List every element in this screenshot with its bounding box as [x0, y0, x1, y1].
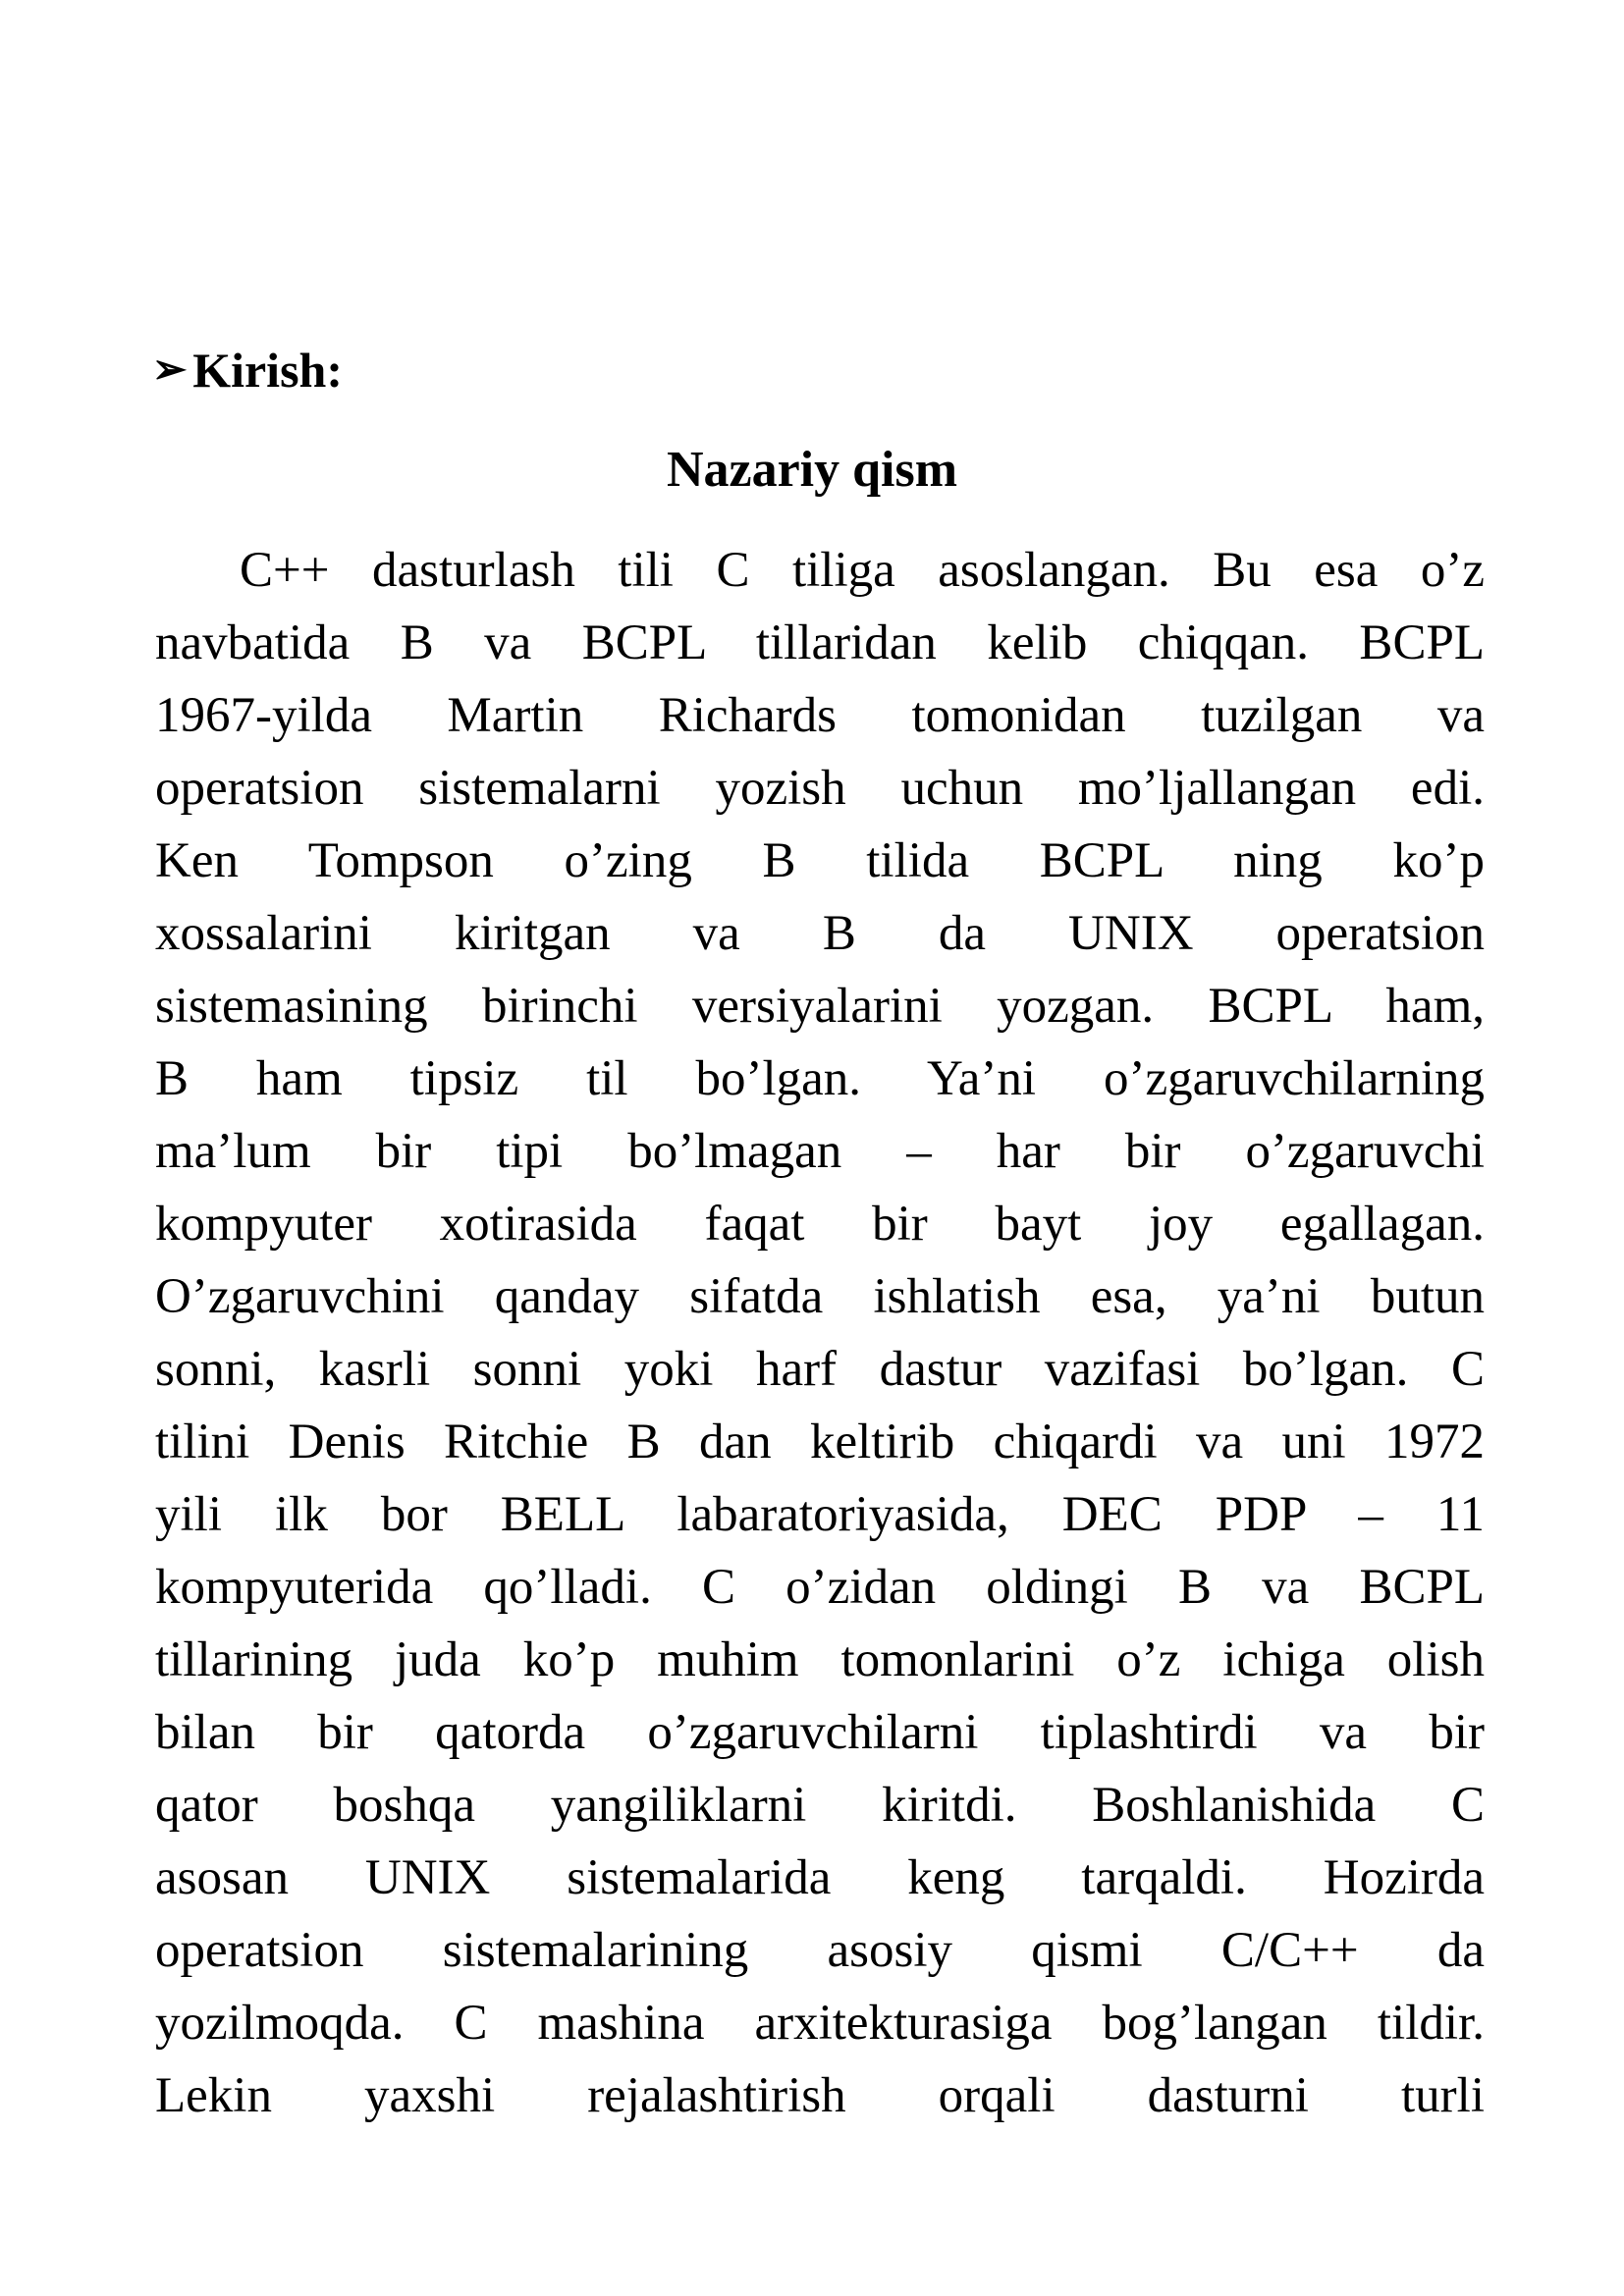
- paragraph-line: operatsion sistemalarining asosiy qismi C/C++ da: [155, 1923, 1485, 1978]
- paragraph-line: yozilmoqda. C mashina arxitekturasiga bog’langan tildir.: [155, 1996, 1485, 2051]
- paragraph-line: qator boshqa yangiliklarni kiritdi. Boshlanishida C: [155, 1778, 1485, 1833]
- paragraph-line: navbatida B va BCPL tillaridan kelib chiqqan. BCPL: [155, 615, 1485, 670]
- paragraph-line: kompyuter xotirasida faqat bir bayt joy egallagan.: [155, 1197, 1485, 1252]
- paragraph-line: O’zgaruvchini qanday sifatda ishlatish esa, ya’ni butun: [155, 1269, 1485, 1324]
- paragraph-line: ma’lum bir tipi bo’lmagan – har bir o’zgaruvchi: [155, 1124, 1485, 1179]
- paragraph-line: operatsion sistemalarni yozish uchun mo’ljallangan edi.: [155, 761, 1485, 816]
- heading-text: Kirish:: [192, 343, 343, 398]
- paragraph-line: 1967-yilda Martin Richards tomonidan tuzilgan va: [155, 688, 1485, 743]
- paragraph-line: Lekin yaxshi rejalashtirish orqali dasturni turli: [155, 2068, 1485, 2123]
- paragraph-line: yili ilk bor BELL labaratoriyasida, DEC PDP – 11: [155, 1487, 1485, 1542]
- paragraph-line: Ken Tompson o’zing B tilida BCPL ning ko’p: [155, 833, 1485, 888]
- paragraph-line: sonni, kasrli sonni yoki harf dastur vazifasi bo’lgan. C: [155, 1342, 1485, 1397]
- paragraph-line: kompyuterida qo’lladi. C o’zidan oldingi B va BCPL: [155, 1560, 1485, 1615]
- paragraph-line: B ham tipsiz til bo’lgan. Ya’ni o’zgaruvchilarning: [155, 1051, 1485, 1106]
- section-heading: [152, 343, 343, 398]
- paragraph-line: C++ dasturlash tili C tiliga asoslangan. Bu esa o’z: [240, 543, 1485, 598]
- paragraph-line: bilan bir qatorda o’zgaruvchilarni tiplashtirdi va bir: [155, 1705, 1485, 1760]
- paragraph-line: asosan UNIX sistemalarida keng tarqaldi. Hozirda: [155, 1850, 1485, 1905]
- arrow-bullet-icon: ➢: [152, 347, 188, 393]
- paragraph-line: tilini Denis Ritchie B dan keltirib chiqardi va uni 1972: [155, 1415, 1485, 1469]
- subtitle: Nazariy qism: [666, 442, 958, 498]
- body-paragraph: [155, 534, 1485, 2132]
- paragraph-line: xossalarini kiritgan va B da UNIX operatsion: [155, 906, 1485, 961]
- paragraph-line: tillarining juda ko’p muhim tomonlarini o’z ichiga olish: [155, 1632, 1485, 1687]
- paragraph-line: sistemasining birinchi versiyalarini yozgan. BCPL ham,: [155, 979, 1485, 1034]
